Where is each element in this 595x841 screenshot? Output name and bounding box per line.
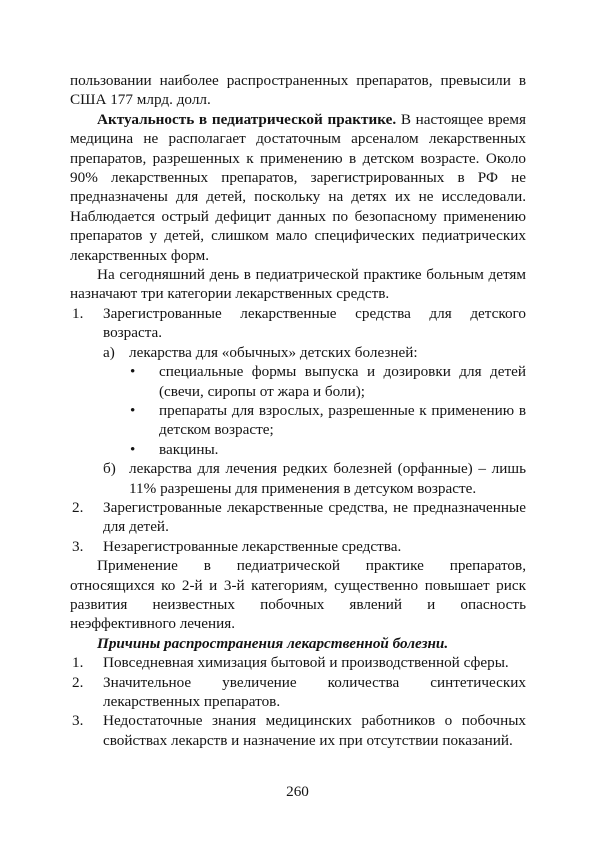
causes-heading: Причины распространения лекарственной болезни. bbox=[97, 634, 449, 652]
cause-number: 2. bbox=[72, 673, 84, 691]
causes-list bbox=[70, 653, 526, 750]
page-body bbox=[70, 71, 526, 750]
category-text: Зарегистрованные лекарственные средства для детского возраста. bbox=[103, 304, 526, 342]
bullet-icon: • bbox=[130, 401, 136, 419]
cause-text: Повседневная химизация бытовой и производственной сферы. bbox=[103, 654, 509, 672]
category-item bbox=[70, 537, 526, 556]
bullet-text: специальные формы выпуска и дозировки для детей (свечи, сиропы от жара и боли); bbox=[159, 363, 526, 400]
cause-text: Значительное увеличение количества синтетических лекарственных препаратов. bbox=[103, 673, 526, 710]
intro-paragraph: пользовании наиболее распространенных препаратов, превысили в США 177 млрд. долл. bbox=[70, 72, 526, 109]
cause-item bbox=[70, 653, 526, 672]
bullet-text: препараты для взрослых, разрешенные к применению в детском возрасте; bbox=[159, 401, 526, 439]
bullet-text: вакцины. bbox=[159, 440, 219, 458]
category-item bbox=[70, 498, 526, 537]
relevance-lead: Актуальность в педиатрической практике. bbox=[97, 110, 397, 128]
bullet-icon: • bbox=[130, 363, 136, 381]
subcategory-text: лекарства для лечения редких болезней (орфанные) – лишь 11% разрешены для применения в детсуком возрасте. bbox=[129, 460, 526, 497]
bullet-item bbox=[70, 440, 526, 459]
categories-intro: На сегодняшний день в педиатрической практике больным детям назначают три категории лекарственных средств. bbox=[70, 266, 526, 303]
cause-number: 3. bbox=[72, 712, 84, 730]
cause-text: Недостаточные знания медицинских работников о побочных свойствах лекарств и назначение их при отсутствии показаний. bbox=[103, 712, 526, 749]
subcategory-item bbox=[70, 459, 526, 498]
cause-item bbox=[70, 673, 526, 712]
relevance-text: В настоящее время медицина не располагает достаточным арсеналом лекарственных препаратов, разрешенных к применению в детском возрасте. Около 90% лекарственных препаратов, зарегистрированных в РФ не предназначены для детей, поскольку на детях их не исследовали. Наблюдается острый дефицит данных по безопасному применению препаратов у детей, слишком мало специфических педиатрических лекарственных форм. bbox=[70, 110, 526, 264]
category-text: Зарегистрованные лекарственные средства, не предназначенные для детей. bbox=[103, 498, 526, 536]
subcategory-text: лекарства для «обычных» детских болезней: bbox=[129, 343, 418, 361]
relevance-paragraph bbox=[70, 110, 526, 265]
category-number: 3. bbox=[72, 537, 84, 555]
risk-paragraph: Применение в педиатрической практике препаратов, относящихся ко 2-й и 3-й категориям, существенно повышает риск развития неизвестных побочных явлений и опасность неэффективного лечения. bbox=[70, 557, 526, 633]
page-number: 260 bbox=[286, 783, 309, 800]
bullet-icon: • bbox=[130, 440, 136, 458]
cause-item bbox=[70, 711, 526, 750]
subcategory-letter: а) bbox=[103, 343, 115, 361]
bullet-item bbox=[70, 362, 526, 401]
category-number: 2. bbox=[72, 498, 84, 516]
categories-list bbox=[70, 304, 526, 556]
cause-number: 1. bbox=[72, 654, 84, 672]
category-item bbox=[70, 304, 526, 343]
category-text: Незарегистрованные лекарственные средства. bbox=[103, 537, 402, 555]
category-number: 1. bbox=[72, 304, 84, 322]
bullet-item bbox=[70, 401, 526, 440]
subcategory-item bbox=[70, 343, 526, 362]
subcategory-letter: б) bbox=[103, 460, 116, 478]
